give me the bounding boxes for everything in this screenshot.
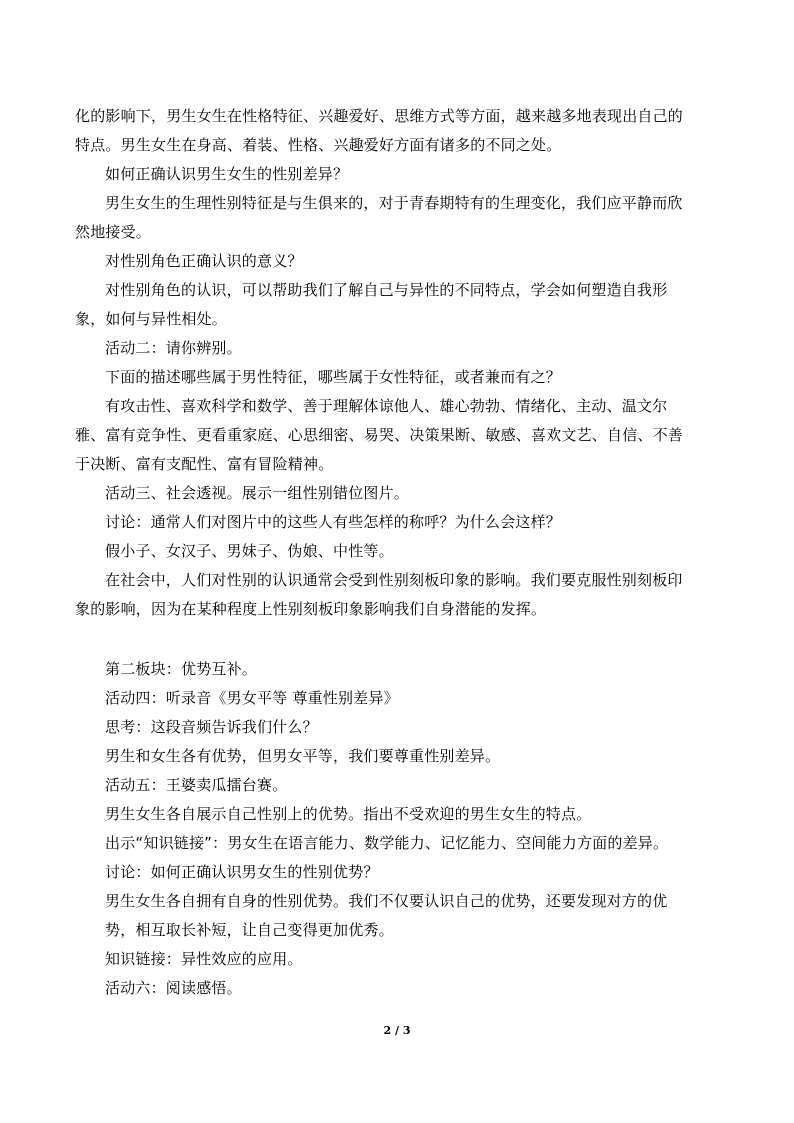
text-line: 出示“知识链接”：男女生在语言能力、数学能力、记忆能力、空间能力方面的差异。: [105, 834, 669, 852]
text-line: 下面的描述哪些属于男性特征，哪些属于女性特征，或者兼而有之？: [105, 368, 562, 386]
text-line: 假小子、女汉子、男妹子、伪娘、中性等。: [105, 542, 394, 560]
text-line: 雅、富有竞争性、更看重家庭、心思细密、易哭、决策果断、敏感、喜欢文艺、自信、不善: [75, 426, 684, 444]
text-line: 势，相互取长补短，让自己变得更加优秀。: [105, 921, 394, 939]
activity-heading: 活动四：听录音《男女平等 尊重性别差异》: [105, 689, 399, 707]
text-line: 男生女生的生理性别特征是与生俱来的，对于青春期特有的生理变化，我们应平静而欣: [105, 194, 683, 212]
section-heading: 第二板块：优势互补。: [105, 660, 258, 678]
activity-heading: 活动六：阅读感悟。: [105, 979, 242, 997]
text-line: 化的影响下，男生女生在性格特征、兴趣爱好、思维方式等方面，越来越多地表现出自己的: [75, 107, 684, 125]
text-line: 然地接受。: [75, 223, 152, 241]
paragraph-gap: [75, 624, 725, 655]
text-line: 有攻击性、喜欢科学和数学、善于理解体谅他人、雄心勃勃、情绪化、主动、温文尔: [105, 397, 668, 415]
text-line: 对性别角色的认识，可以帮助我们了解自己与异性的不同特点，学会如何塑造自我形: [105, 281, 668, 299]
document-body: [75, 102, 725, 1003]
activity-heading: 活动五：王婆卖瓜擂台赛。: [105, 776, 288, 794]
text-line: 知识链接：异性效应的应用。: [105, 950, 303, 968]
text-line: 男生女生各自展示自己性别上的优势。指出不受欢迎的男生女生的特点。: [105, 805, 592, 823]
question-line: 思考：这段音频告诉我们什么？: [105, 718, 318, 736]
activity-heading: 活动二：请你辨别。: [105, 339, 242, 357]
activity-heading: 活动三、社会透视。展示一组性别错位图片。: [105, 484, 410, 502]
text-line: 特点。男生女生在身高、着装、性格、兴趣爱好方面有诸多的不同之处。: [75, 136, 562, 154]
discussion-line: 讨论：如何正确认识男女生的性别优势？: [105, 863, 379, 881]
text-line: 象的影响，因为在某种程度上性别刻板印象影响我们自身潜能的发挥。: [75, 600, 547, 618]
question-line: 对性别角色正确认识的意义？: [105, 252, 303, 270]
question-line: 如何正确认识男生女生的性别差异？: [105, 165, 349, 183]
discussion-line: 讨论：通常人们对图片中的这些人有些怎样的称呼？为什么会这样？: [105, 513, 562, 531]
text-line: 男生女生各自拥有自身的性别优势。我们不仅要认识自己的优势，还要发现对方的优: [105, 892, 668, 910]
text-line: 在社会中，人们对性别的认识通常会受到性别刻板印象的影响。我们要克服性别刻板印: [105, 571, 683, 589]
text-line: 象，如何与异性相处。: [75, 310, 228, 328]
text-line: 于决断、富有支配性、富有冒险精神。: [75, 455, 334, 473]
text-line: 男生和女生各有优势，但男女平等，我们要尊重性别差异。: [105, 747, 501, 765]
page-number: 2 / 3: [383, 1024, 411, 1037]
